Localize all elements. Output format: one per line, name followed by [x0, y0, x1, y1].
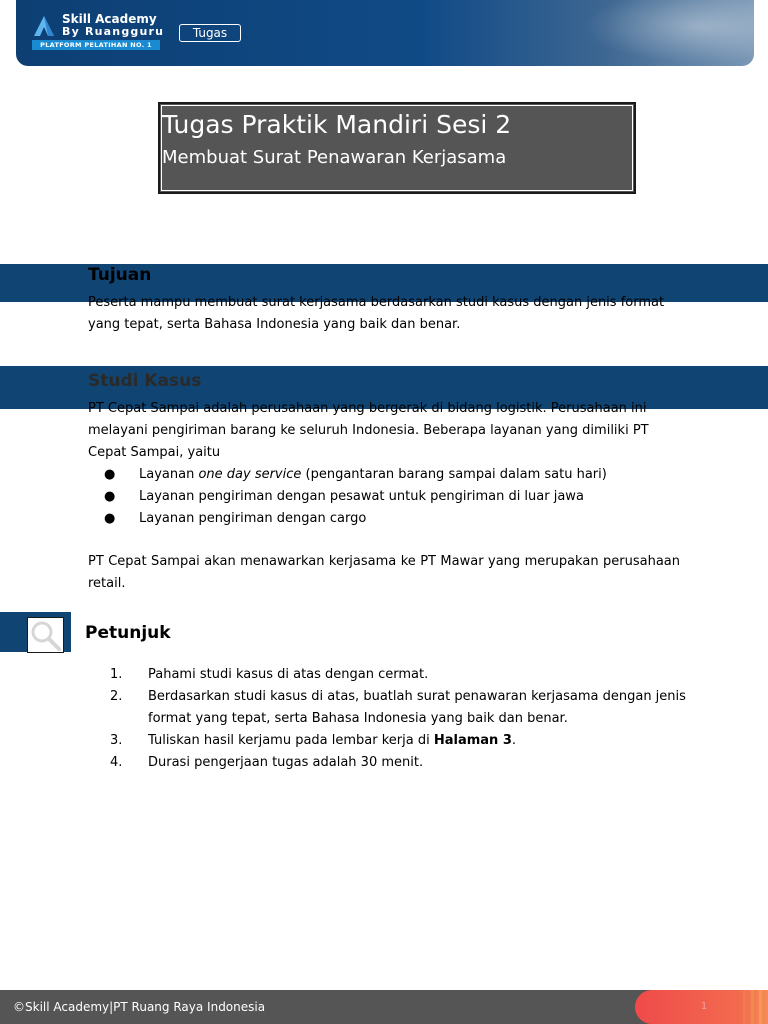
list-item — [88, 464, 688, 486]
footer-stripe — [759, 990, 762, 1024]
tujuan-text: Peserta mampu membuat surat kerjasama berdasarkan studi kasus dengan jenis format yang tepat, serta Bahasa Indonesia yang baik dan benar. — [88, 295, 665, 332]
bullet-icon: ● — [104, 511, 116, 526]
title-box — [158, 102, 636, 194]
page-number: 1 — [700, 1001, 708, 1012]
list-item-text-suffix: . — [511, 733, 517, 748]
page-title: Tugas Praktik Mandiri Sesi 2 — [162, 110, 512, 139]
list-item-text: Berdasarkan studi kasus di atas, buatlah surat penawaran kerjasama dengan jenis format yang tepat, serta Bahasa Indonesia yang baik dan benar. — [148, 689, 686, 726]
list-item-text-bold: Halaman 3 — [433, 733, 512, 748]
list-item — [88, 486, 688, 508]
layanan-list — [88, 464, 688, 530]
list-item — [88, 508, 688, 530]
brand-subtitle: By Ruangguru — [62, 25, 165, 38]
tujuan-heading: Tujuan — [88, 265, 152, 285]
list-number: 4. — [110, 755, 123, 770]
list-item — [88, 664, 688, 686]
list-item-text: Durasi pengerjaan tugas adalah 30 menit. — [148, 755, 424, 770]
footer-company: PT Ruang Raya Indonesia — [113, 1000, 266, 1014]
list-item-text-prefix: Tuliskan hasil kerjamu pada lembar kerja di — [148, 733, 434, 748]
page-subtitle: Membuat Surat Penawaran Kerjasama — [162, 147, 507, 168]
list-number: 1. — [110, 667, 123, 682]
page-footer — [0, 990, 768, 1024]
footer-stripe — [743, 990, 746, 1024]
bullet-text-suffix: (pengantaran barang sampai dalam satu hari) — [301, 467, 607, 482]
brand-tagline: PLATFORM PELATIHAN NO. 1 — [32, 40, 160, 50]
list-number: 2. — [110, 689, 123, 704]
petunjuk-list — [88, 664, 688, 774]
brand-title: Skill Academy — [62, 12, 157, 26]
studi-kasus-closing: PT Cepat Sampai akan menawarkan kerjasama ke PT Mawar yang merupakan perusahaan retail. — [88, 554, 680, 591]
bullet-text: Layanan pengiriman dengan cargo — [139, 511, 367, 526]
bullet-icon: ● — [104, 467, 116, 482]
footer-separator: | — [109, 1000, 114, 1014]
footer-stripe — [751, 990, 754, 1024]
list-item — [88, 752, 688, 774]
skill-academy-logo-icon — [32, 14, 56, 38]
bullet-text-italic: one day service — [198, 467, 302, 482]
list-item — [88, 686, 688, 730]
header-decoration — [574, 0, 754, 66]
list-item — [88, 730, 688, 752]
bullet-text-prefix: Layanan — [139, 467, 199, 482]
studi-kasus-heading: Studi Kasus — [88, 371, 202, 391]
bullet-icon: ● — [104, 489, 116, 504]
footer-copyright: ©Skill Academy — [13, 1000, 110, 1014]
footer-credit — [13, 999, 265, 1015]
magnifier-icon — [28, 618, 63, 652]
tugas-tag: Tugas — [179, 24, 241, 42]
studi-kasus-intro: PT Cepat Sampai adalah perusahaan yang bergerak di bidang logistik. Perusahaan ini melayani pengiriman barang ke seluruh Indonesia. Beberapa layanan yang dimiliki PT Cepat Sampai, yaitu — [88, 401, 649, 460]
page-header — [16, 0, 754, 66]
list-number: 3. — [110, 733, 123, 748]
list-item-text: Pahami studi kasus di atas dengan cermat. — [148, 667, 429, 682]
petunjuk-icon-frame — [27, 617, 64, 653]
petunjuk-heading: Petunjuk — [85, 623, 171, 643]
bullet-text: Layanan pengiriman dengan pesawat untuk pengiriman di luar jawa — [139, 489, 584, 504]
